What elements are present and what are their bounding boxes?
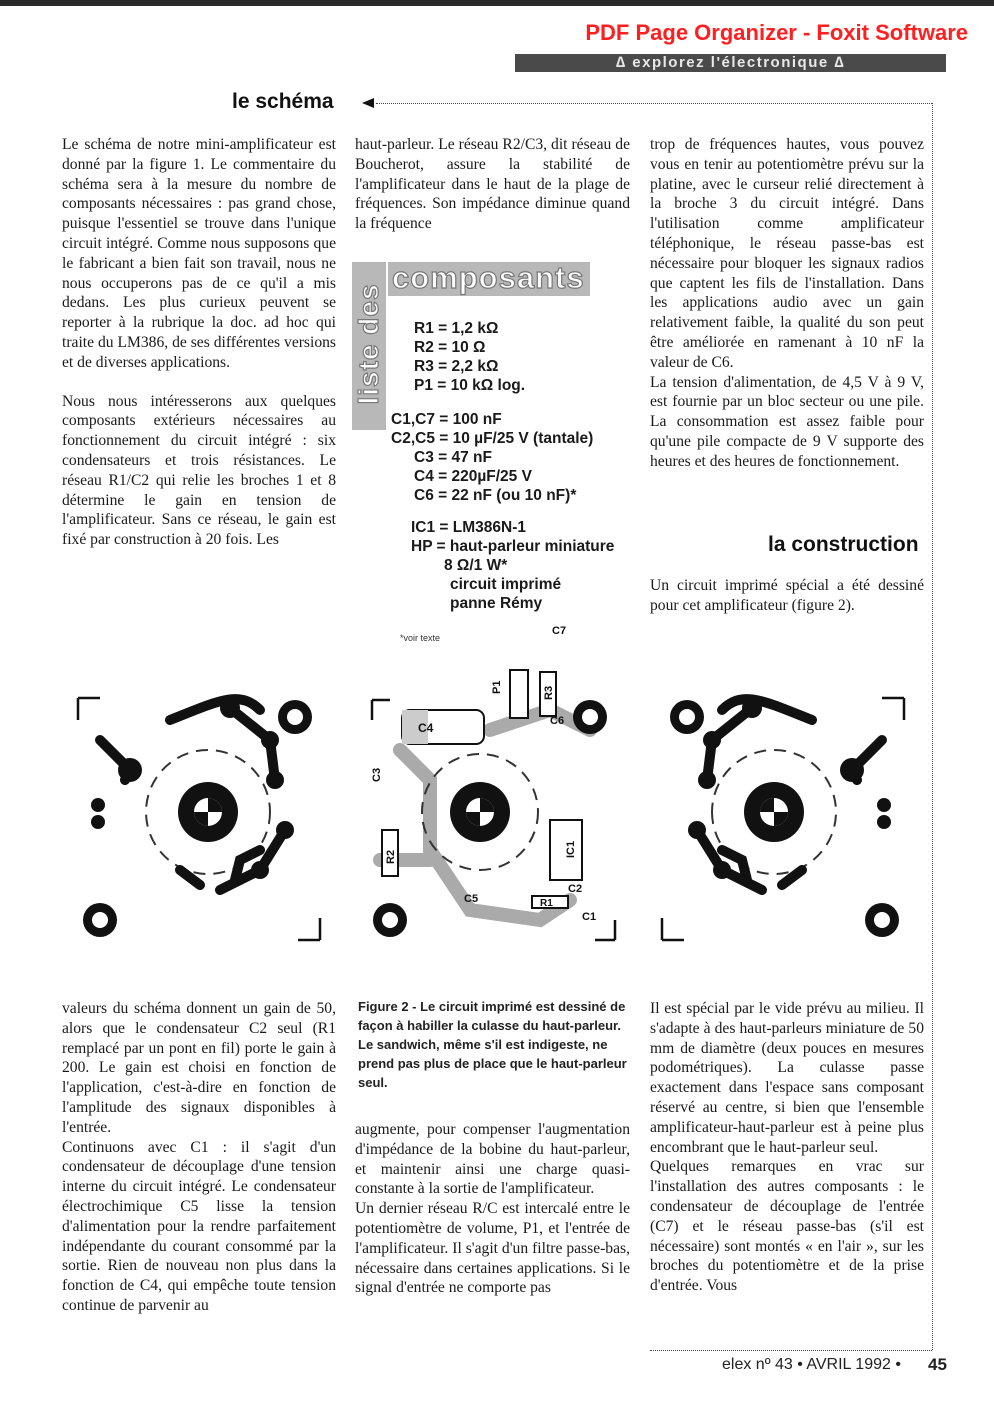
paragraph: trop de fréquences hautes, vous pouvez vous en tenir au potentiomètre prévu sur la platine, avec le curseur relié directement à la broche 3 du circuit intégré. Dans l'utilisation comme amplificateur téléphonique, le réseau passe-bas est nécessaire pour bloquer les signaux radios que captent les fils de l'installation. Dans les applications audio avec un gain relativement faible, la qualité du son peut être améliorée en ramenant à 10 nF la valeur de C6. bbox=[650, 136, 924, 371]
construction-intro: Un circuit imprimé spécial a été dessiné pour cet amplificateur (figure 2). bbox=[650, 577, 924, 614]
pcb-label-c5: C5 bbox=[464, 893, 479, 905]
pcb-label-r3: R3 bbox=[543, 685, 555, 700]
components-note: *voir texte bbox=[400, 633, 441, 643]
other-components-list bbox=[411, 518, 614, 613]
column-1-top bbox=[62, 135, 336, 550]
figure-2-caption: Figure 2 - Le circuit imprimé est dessiné de façon à habiller la culasse du haut-parleur. Le sandwich, même s'il est indigeste, ne prend pas plus de place que le haut-parleur seul. bbox=[358, 999, 627, 1090]
component-item: IC1 = LM386N-1 bbox=[411, 519, 527, 536]
pcb-label-c4: C4 bbox=[418, 721, 434, 735]
pcb-label-c2: C2 bbox=[568, 883, 583, 895]
component-item: R1 = 1,2 kΩ bbox=[414, 320, 499, 337]
paragraph: Il est spécial par le vide prévu au milieu. Il s'adapte à des haut-parleurs miniature de 50 mm de diamètre (deux pouces en mesures podométriques). La culasse passe exactement dans l'espace sans composant réservé au centre, si bien que l'ensemble amplificateur-haut-parleur est à peine plus encombrant que le haut-parleur seul. bbox=[650, 1000, 924, 1156]
component-item: C3 = 47 nF bbox=[414, 449, 492, 466]
heading-rule bbox=[376, 103, 932, 104]
column-2-top bbox=[355, 135, 630, 234]
top-border bbox=[0, 0, 994, 6]
column-1-bottom bbox=[62, 999, 336, 1316]
magazine-banner: ∆ explorez l'électronique ∆ bbox=[515, 54, 946, 72]
pcb-label-r1: R1 bbox=[540, 898, 553, 909]
component-item: C1,C7 = 100 nF bbox=[391, 411, 502, 428]
paragraph: Le schéma de notre mini-amplificateur est donné par la figure 1. Le commentaire du schéma sera à la mesure du nombre de composants nécessaires : pas grand chose, puisque l'essentiel se trouve dans l'unique circuit intégré. Comme nous supposons que le fabricant a bien fait son travail, nous ne nous occuperons pas de ce qu'il a mis dedans. Les plus curieux peuvent se reporter à la rubrique la doc. ad hoc qui traite du LM386, de ses différentes versions et de diverses applications. bbox=[62, 136, 336, 371]
paragraph: Nous nous intéresserons aux quelques composants extérieurs nécessaires au fonctionnement du circuit intégré : six condensateurs et trois résistances. Le réseau R1/C2 qui relie les broches 1 et 8 détermine le gain en tension de l'amplificateur. Sans ce réseau, le gain est fixé par construction à 20 fois. Les bbox=[62, 392, 336, 549]
component-item: panne Rémy bbox=[450, 595, 543, 612]
paragraph: La tension d'alimentation, de 4,5 V à 9 V, est fournie par un bloc secteur ou une pile. La consommation est assez faible pour qu'une pile compacte de 9 V supporte des heures et des heures de fonctionnement. bbox=[650, 373, 924, 470]
pcb-label-c6: C6 bbox=[550, 715, 565, 727]
section-heading-construction: la construction bbox=[768, 533, 919, 556]
column-3-bottom bbox=[650, 999, 924, 1296]
pcb-label-c1: C1 bbox=[582, 911, 597, 923]
arrow-left-icon bbox=[362, 98, 374, 108]
column-3-top bbox=[650, 135, 924, 472]
paragraph: augmente, pour compenser l'augmentation d'impédance de la bobine du haut-parleur, et maintenir ainsi une charge quasi-constante à la sortie de l'amplificateur. bbox=[355, 1121, 630, 1198]
pcb-copper-right bbox=[662, 698, 904, 940]
bottom-rule bbox=[650, 1350, 932, 1351]
column-2-bottom bbox=[355, 1120, 630, 1298]
component-item: circuit imprimé bbox=[450, 576, 562, 593]
component-item: P1 = 10 kΩ log. bbox=[414, 377, 526, 394]
watermark-text: PDF Page Organizer - Foxit Software bbox=[585, 20, 968, 45]
component-item: C6 = 22 nF (ou 10 nF)* bbox=[414, 487, 577, 504]
section-heading-schema: le schéma bbox=[232, 90, 334, 113]
pcb-label-c3: C3 bbox=[371, 767, 383, 782]
component-item: C4 = 220µF/25 V bbox=[414, 468, 532, 485]
paragraph: haut-parleur. Le réseau R2/C3, dit réseau de Boucherot, assure la stabilité de l'amplificateur dans le haut de la plage de fréquences. Son impédance diminue quand la fréquence bbox=[355, 136, 630, 233]
pcb-label-ic1: IC1 bbox=[565, 840, 577, 858]
resistor-list bbox=[414, 319, 525, 395]
component-item: 8 Ω/1 W* bbox=[444, 557, 508, 574]
component-item: R3 = 2,2 kΩ bbox=[414, 358, 499, 375]
footer-issue: elex nº 43 • AVRIL 1992 • bbox=[722, 1356, 901, 1373]
pcb-components-middle bbox=[371, 625, 615, 940]
pcb-label-r2: R2 bbox=[385, 849, 397, 864]
page-number: 45 bbox=[928, 1355, 947, 1374]
pcb-copper-left bbox=[78, 698, 320, 940]
paragraph: valeurs du schéma donnent un gain de 50, alors que le condensateur C2 seul (R1 remplacé par un pont en fil) porte le gain à 200. Le gain est choisi en fonction de l'application, c'est-à-dire en fonction de l'amplitude des signaux disponibles à l'entrée. bbox=[62, 1000, 336, 1136]
pcb-label-c7: C7 bbox=[552, 625, 567, 637]
paragraph: Quelques remarques en vrac sur l'installation des autres composants : le condensateur de découplage de l'entrée (C7) et le réseau passe-bas (s'il est nécessaire) sont montés « en l'air », sur les broches du potentiomètre et de la prise d'entrée. Vous bbox=[650, 1158, 924, 1295]
pcb-label-p1: P1 bbox=[491, 680, 503, 694]
capacitor-list bbox=[391, 410, 593, 505]
component-item: C2,C5 = 10 µF/25 V (tantale) bbox=[391, 430, 594, 447]
figure-2-pcb bbox=[70, 620, 930, 950]
components-side-label: liste des bbox=[353, 283, 384, 405]
components-title: composants bbox=[392, 260, 585, 295]
component-item: HP = haut-parleur miniature bbox=[411, 538, 615, 555]
paragraph: Continuons avec C1 : il s'agit d'un condensateur de découplage d'une tension interne du circuit intégré. Le condensateur électrochimique C5 lisse la tension d'alimentation pour la rendre parfaitement indépendante du courant consommé par la sortie. Rien de nouveau non plus dans la fonction de C4, qui empêche toute tension continue de parvenir au bbox=[62, 1138, 336, 1314]
component-item: R2 = 10 Ω bbox=[414, 339, 486, 356]
right-margin-rule bbox=[932, 103, 933, 1350]
paragraph: Un dernier réseau R/C est intercalé entre le potentiomètre de volume, P1, et l'entrée de l'amplificateur. Il s'agit d'un filtre passe-bas, nécessaire dans certaines applications. Si le signal d'entrée ne comporte pas bbox=[355, 1200, 630, 1297]
